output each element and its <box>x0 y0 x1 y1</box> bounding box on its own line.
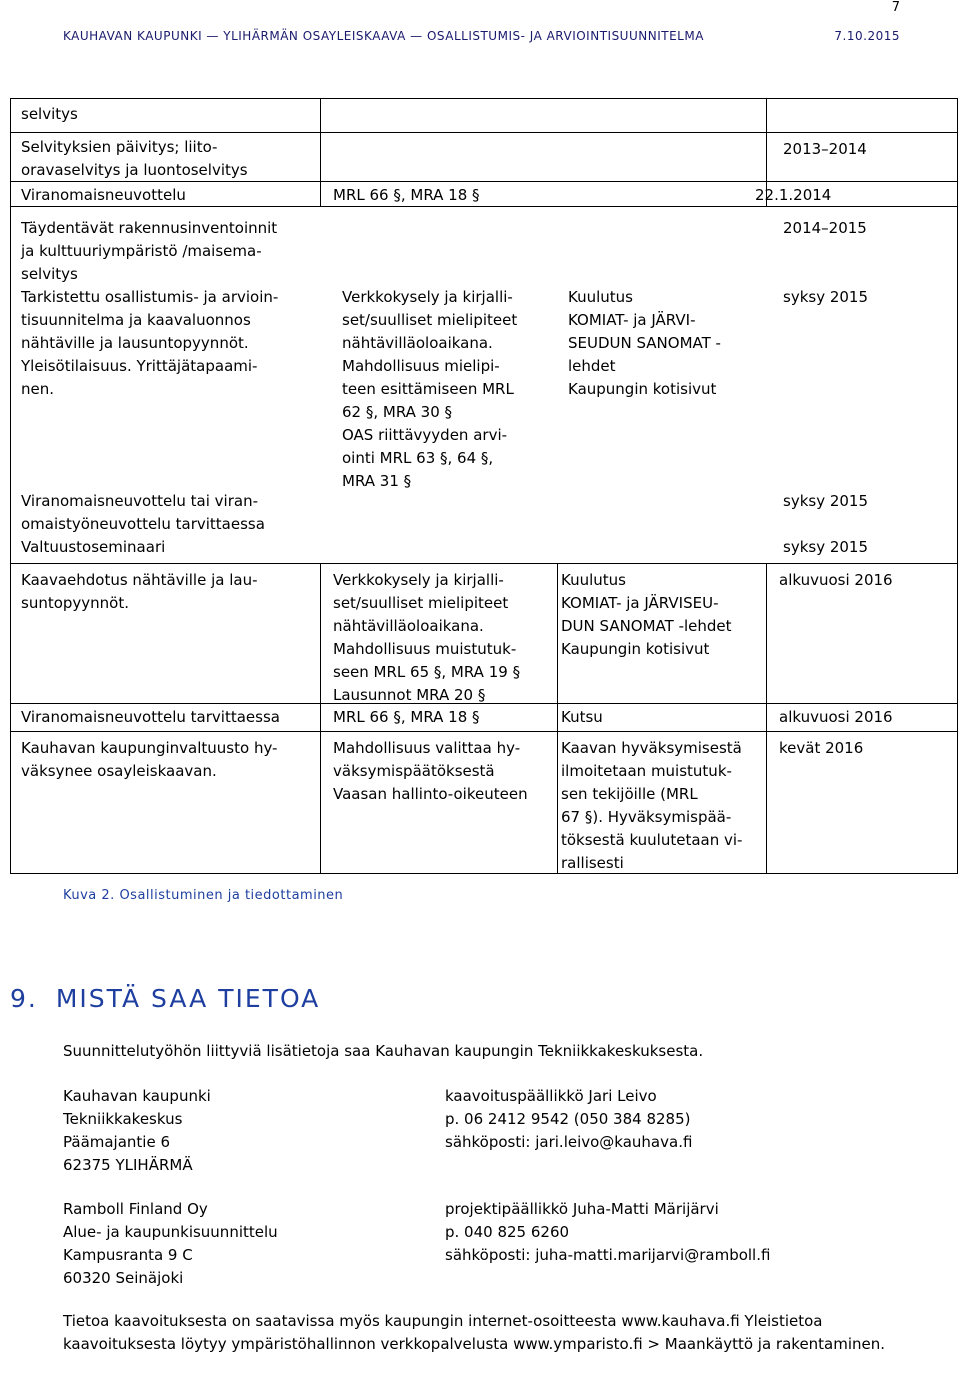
table-cell: Kuulutus KOMIAT- ja JÄRVI- SEUDUN SANOMAT - lehdet Kaupungin kotisivut <box>568 288 721 398</box>
table-cell: alkuvuosi 2016 <box>779 571 893 589</box>
kauhava-address: Kauhavan kaupunki Tekniikkakeskus Päämajantie 6 62375 YLIHÄRMÄ <box>63 1087 211 1174</box>
table-cell: Selvityksien päivitys; liito- oravaselvitys ja luontoselvitys <box>21 138 248 179</box>
footer-text: Tietoa kaavoituksesta on saatavissa myös kaupungin internet-osoitteesta www.kauhava.fi Yleistietoa kaavoituksesta löytyy ympäristöhallinnon verkkopalvelusta www.ymparisto.fi > Maankäyttö ja rakentaminen. <box>63 1312 886 1353</box>
page-number: 7 <box>891 0 900 15</box>
kauhava-contact-person: kaavoituspäällikkö Jari Leivo p. 06 2412 9542 (050 384 8285) sähköposti: jari.leivo@kauhava.fi <box>445 1087 693 1151</box>
table-cell: Verkkokysely ja kirjalli- set/suulliset mielipiteet nähtävilläoloaikana. Mahdollisuus mielipi- teen esittämiseen MRL 62 §, MRA 30 § OAS riittävyyden arvi- ointi MRL 63 §, 64 §, MRA 31 § <box>342 288 518 490</box>
table-cell: Viranomaisneuvottelu <box>21 186 186 204</box>
table-cell: kevät 2016 <box>779 739 864 757</box>
table-cell: syksy 2015 <box>783 288 869 306</box>
table-cell: MRL 66 §, MRA 18 § <box>333 708 480 726</box>
table-cell: Kaavan hyväksymisestä ilmoitetaan muistutuk- sen tekijöille (MRL 67 §). Hyväksymispää- töksestä kuulutetaan vi- rallisesti <box>561 739 743 872</box>
table-cell: Kaavaehdotus nähtäville ja lau- suntopyynnöt. <box>21 571 258 612</box>
table-cell: Valtuustoseminaari <box>21 538 166 556</box>
document-date: 7.10.2015 <box>834 29 900 43</box>
table-cell: Täydentävät rakennusinventoinnit ja kulttuuriympäristö /maisema- selvitys <box>21 219 278 283</box>
table-cell: MRL 66 §, MRA 18 § <box>333 186 480 204</box>
running-header <box>63 29 900 43</box>
table-cell: syksy 2015 <box>783 492 869 510</box>
table-cell: 2013–2014 <box>783 140 867 158</box>
section-intro: Suunnittelutyöhön liittyviä lisätietoja saa Kauhavan kaupungin Tekniikkakeskuksesta. <box>63 1042 704 1060</box>
document-title: KAUHAVAN KAUPUNKI — YLIHÄRMÄN OSAYLEISKAAVA — OSALLISTUMIS- JA ARVIOINTISUUNNITELMA <box>63 29 704 43</box>
section-number: 9. <box>10 984 38 1013</box>
table-cell: alkuvuosi 2016 <box>779 708 893 726</box>
table-cell: selvitys <box>21 105 78 123</box>
table-cell: Mahdollisuus valittaa hy- väksymispäätöksestä Vaasan hallinto-oikeuteen <box>333 739 528 803</box>
table-cell: Kutsu <box>561 708 603 726</box>
table-cell: Viranomaisneuvottelu tarvittaessa <box>21 708 280 726</box>
table-cell: 22.1.2014 <box>755 186 832 204</box>
figure-caption: Kuva 2. Osallistuminen ja tiedottaminen <box>63 888 344 903</box>
ramboll-contact-person: projektipäällikkö Juha-Matti Märijärvi p. 040 825 6260 sähköposti: juha-matti.marijarvi@ramboll.fi <box>445 1200 771 1264</box>
participation-table <box>10 98 958 874</box>
table-cell: Tarkistettu osallistumis- ja arvioin- tisuunnitelma ja kaavaluonnos nähtäville ja lausuntopyynnöt. Yleisötilaisuus. Yrittäjätapaami- nen. <box>21 288 279 398</box>
section-heading <box>10 984 320 1013</box>
table-cell: Viranomaisneuvottelu tai viran- omaistyöneuvottelu tarvittaessa <box>21 492 265 533</box>
table-cell: 2014–2015 <box>783 219 867 237</box>
table-cell: syksy 2015 <box>783 538 869 556</box>
table-cell: Kuulutus KOMIAT- ja JÄRVISEU- DUN SANOMAT -lehdet Kaupungin kotisivut <box>561 571 732 658</box>
ramboll-address: Ramboll Finland Oy Alue- ja kaupunkisuunnittelu Kampusranta 9 C 60320 Seinäjoki <box>63 1200 278 1287</box>
section-title: MISTÄ SAA TIETOA <box>55 984 321 1013</box>
table-cell: Verkkokysely ja kirjalli- set/suulliset mielipiteet nähtävilläoloaikana. Mahdollisuus muistutuk- seen MRL 65 §, MRA 19 § Lausunnot MRA 20 § <box>333 571 521 704</box>
table-cell: Kauhavan kaupunginvaltuusto hy- väksynee osayleiskaavan. <box>21 739 278 780</box>
